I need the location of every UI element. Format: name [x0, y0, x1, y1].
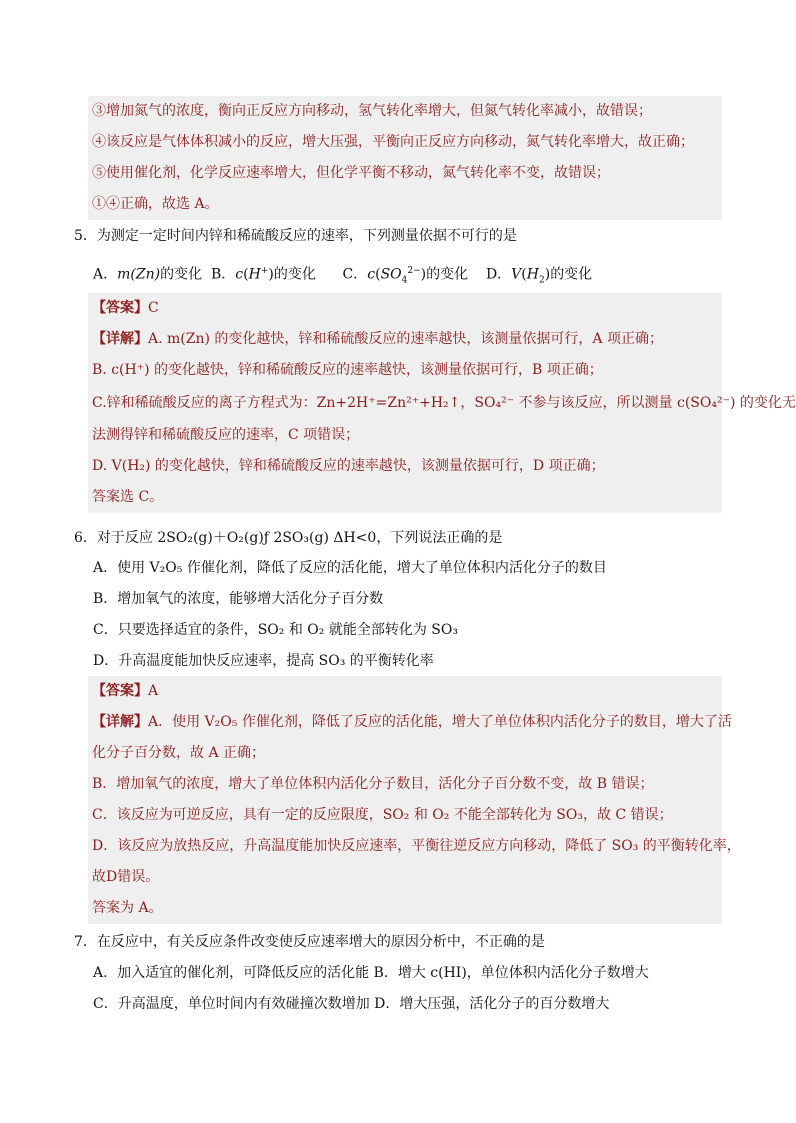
- explanation-line: ⑤使用催化剂，化学反应速率增大，但化学平衡不移动，氮气转化率不变，故错误；: [92, 165, 610, 181]
- question-6-option-c: C．只要选择适宜的条件，SO₂ 和 O₂ 就能全部转化为 SO₃: [93, 622, 458, 638]
- answer-value: A: [148, 683, 159, 699]
- conclusion-line: 答案选 C。: [92, 489, 164, 505]
- answer-label: 【答案】: [92, 683, 148, 699]
- question-5-stem: 5．为测定一定时间内锌和稀硫酸反应的速率，下列测量依据不可行的是: [74, 228, 517, 244]
- question-6-stem: 6．对于反应 2SO₂(g)＋O₂(g)ƒ 2SO₃(g) ΔH<0，下列说法正确的是: [74, 530, 503, 546]
- option-a-text: 的变化: [160, 266, 203, 283]
- question-6-option-b: B．增加氧气的浓度，能够增大活化分子百分数: [93, 591, 384, 607]
- question-7-options-ab: A．加入适宜的催化剂，可降低反应的活化能 B．增大 c(HI)，单位体积内活化分子数增大: [93, 965, 649, 981]
- option-d-arg: H: [526, 266, 539, 283]
- detail-text: A. m(Zn) 的变化越快，锌和稀硫酸反应的速率越快，该测量依据可行，A 项正确；: [148, 331, 663, 347]
- detail-line: D. V(H₂) 的变化越快，锌和稀硫酸反应的速率越快，该测量依据可行，D 项正确；: [92, 458, 605, 474]
- detail-line: C.锌和稀硫酸反应的离子方程式为：Zn+2H⁺=Zn²⁺+H₂↑，SO₄²⁻ 不参与该反应，所以测量 c(SO₄²⁻) 的变化无: [92, 395, 796, 411]
- explanation-line: ①④正确，故选 A。: [92, 196, 219, 212]
- answer-value: C: [148, 300, 159, 316]
- option-d-var: V: [511, 266, 522, 283]
- question-5-explanation: [88, 293, 796, 513]
- question-5-options: A．m(Zn)的变化 B．c(H+)的变化 C．$c(SO_4^{2-})$的变化 D．$V(H_2)$的变化: [93, 266, 593, 286]
- explanation-line: ③增加氮气的浓度，衡向正反应方向移动，氢气转化率增大，但氮气转化率减小，故错误；: [92, 103, 652, 119]
- conclusion-line: 答案为 A。: [92, 900, 163, 916]
- detail-label: 【详解】: [92, 714, 148, 730]
- question-7-options-cd: C．升高温度，单位时间内有效碰撞次数增加 D．增大压强，活化分子的百分数增大: [93, 996, 610, 1012]
- option-a-var: m: [117, 266, 131, 283]
- answer-line: [88, 676, 722, 707]
- option-a-label: A．: [93, 266, 118, 283]
- option-b-label: B．: [210, 266, 236, 283]
- option-d-label: D．: [485, 266, 512, 283]
- question-7-stem: 7．在反应中，有关反应条件改变使反应速率增大的原因分析中，不正确的是: [74, 934, 545, 950]
- detail-text: A．使用 V₂O₅ 作催化剂，降低了反应的活化能，增大了单位体积内活化分子的数目，增大了活: [148, 714, 732, 730]
- option-b-text: 的变化: [273, 266, 316, 283]
- question-6-option-a: A．使用 V₂O₅ 作催化剂，降低了反应的活化能，增大了单位体积内活化分子的数目: [93, 560, 607, 576]
- answer-label: 【答案】: [92, 300, 148, 316]
- option-c-arg: SO: [380, 266, 402, 283]
- option-b-arg: H: [248, 266, 261, 283]
- detail-line: D．该反应为放热反应，升高温度能加快反应速率，平衡往逆反应方向移动，降低了 SO₃ 的平衡转化率，: [92, 838, 741, 854]
- option-d-text: 的变化: [550, 266, 593, 283]
- option-a-arg: (Zn): [130, 266, 161, 283]
- question-6-explanation: [88, 676, 741, 924]
- detail-line: C．该反应为可逆反应，具有一定的反应限度，SO₂ 和 O₂ 不能全部转化为 SO₃，故 C 错误；: [92, 807, 673, 823]
- detail-line: [88, 707, 732, 738]
- detail-line: 法测得锌和稀硫酸反应的速率，C 项错误；: [92, 427, 360, 443]
- option-b-var: c: [235, 266, 244, 283]
- option-c-var: c: [367, 266, 376, 283]
- detail-line: 故D错误。: [92, 869, 160, 885]
- detail-line: 化分子百分数，故 A 正确；: [92, 745, 266, 761]
- option-c-text: 的变化: [426, 266, 469, 283]
- detail-line: B．增加氧气的浓度，增大了单位体积内活化分子数目，活化分子百分数不变，故 B 错误；: [92, 776, 654, 792]
- explanation-line: ④该反应是气体体积减小的反应，增大压强，平衡向正反应方向移动，氮气转化率增大，故正确；: [92, 134, 694, 150]
- question-6-option-d: D．升高温度能加快反应速率，提高 SO₃ 的平衡转化率: [93, 653, 434, 669]
- option-c-label: C．: [342, 266, 368, 283]
- detail-label: 【详解】: [92, 331, 148, 347]
- explanation-block-continued: [88, 96, 722, 220]
- detail-line: B. c(H⁺) 的变化越快，锌和稀硫酸反应的速率越快，该测量依据可行，B 项正确；: [92, 362, 603, 378]
- detail-line: [88, 324, 722, 355]
- answer-line: [88, 293, 722, 324]
